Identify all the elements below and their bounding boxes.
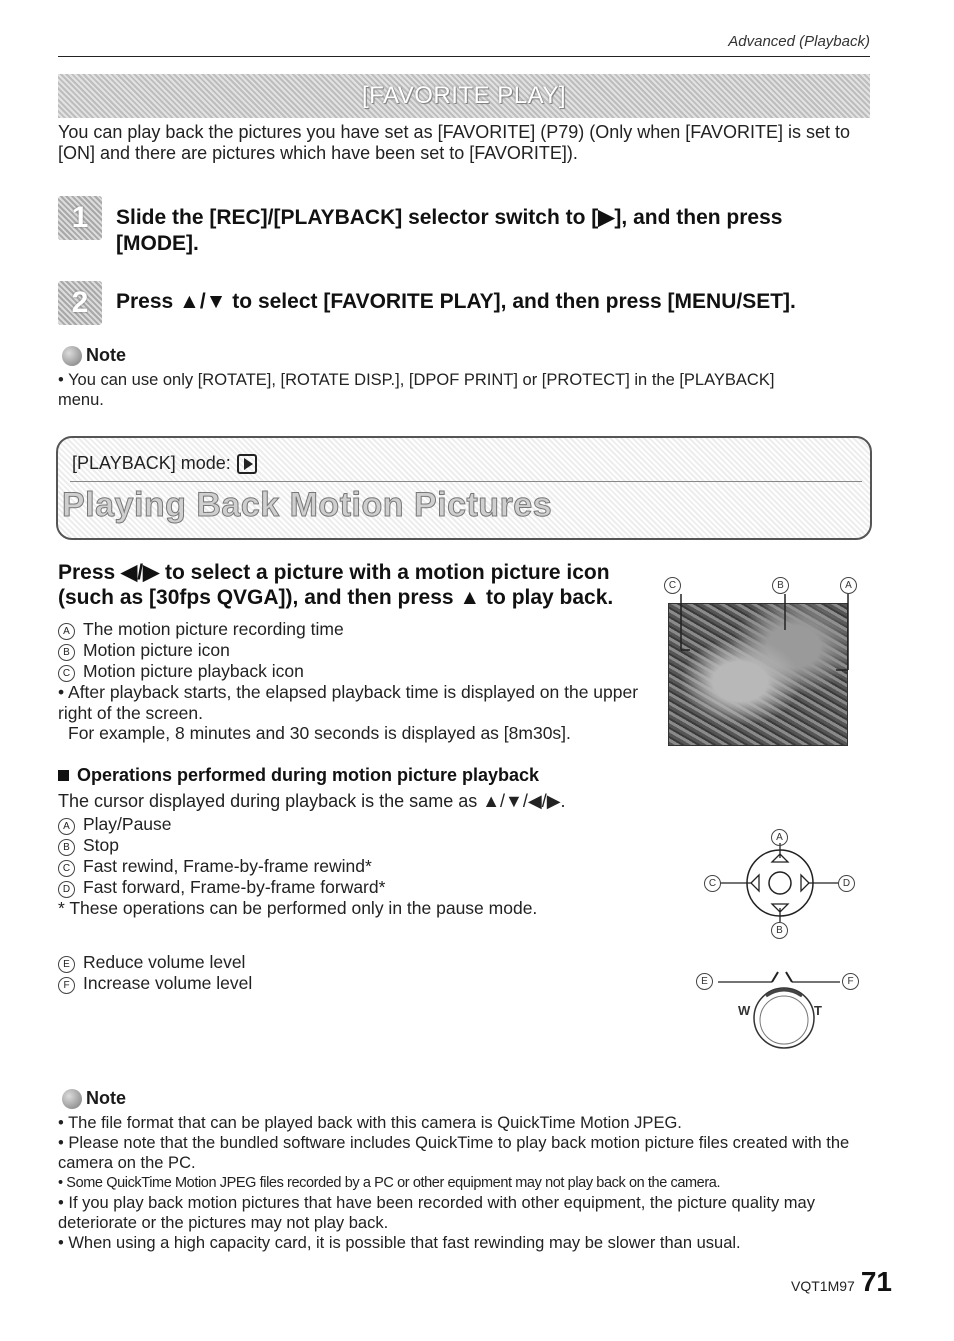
note-text-1: • You can use only [ROTATE], [ROTATE DISP.], [DPOF PRINT] or [PROTECT] in the [PLAYBACK] menu. — [58, 371, 775, 409]
cross-label-c: C — [704, 875, 721, 892]
list-item — [58, 877, 658, 898]
item-text: Reduce volume level — [83, 952, 246, 972]
zoom-label-f: F — [842, 973, 859, 990]
item-text: Play/Pause — [83, 814, 172, 834]
note-icon — [62, 346, 82, 366]
mark-c: C — [58, 665, 75, 682]
cross-label-b: B — [771, 922, 788, 939]
motion-instruction: Press ◀/▶ to select a picture with a motion picture icon (such as [30fps QVGA]), and then press ▲ to play back. — [58, 561, 614, 609]
item-text: Fast rewind, Frame-by-frame rewind* — [83, 856, 372, 876]
list-item — [58, 661, 648, 682]
zoom-lever-diagram — [700, 962, 865, 1062]
mode-label: [PLAYBACK] mode: — [72, 453, 231, 473]
mark-c: C — [58, 860, 75, 877]
header-rule — [58, 56, 870, 57]
operations-list — [58, 814, 658, 919]
volume-list — [58, 952, 658, 994]
step-2-badge — [58, 281, 102, 325]
step-2-text: Press ▲/▼ to select [FAVORITE PLAY], and then press [MENU/SET]. — [116, 290, 796, 313]
note-item: • Some QuickTime Motion JPEG files recorded by a PC or other equipment may not play back on the camera. — [58, 1175, 721, 1191]
note-heading-2 — [62, 1088, 126, 1109]
note-heading-1 — [62, 345, 126, 366]
left-arrow-icon — [751, 875, 759, 891]
mark-f: F — [58, 977, 75, 994]
list-item — [58, 973, 658, 994]
photo-label-b: B — [772, 577, 789, 594]
favorite-play-banner — [58, 74, 870, 118]
note-item: • The file format that can be played back with this camera is QuickTime Motion JPEG. — [58, 1114, 682, 1132]
zoom-left-arrow-icon — [772, 972, 778, 982]
cursor-center-button — [769, 872, 791, 894]
step-2-number: 2 — [71, 286, 89, 319]
section-title: Playing Back Motion Pictures — [62, 486, 553, 524]
playback-mode-line — [72, 453, 257, 474]
list-item — [58, 640, 648, 661]
item-text: Fast forward, Frame-by-frame forward* — [83, 877, 386, 897]
mark-b: B — [58, 839, 75, 856]
cross-label-a: A — [771, 829, 788, 846]
item-text: Increase volume level — [83, 973, 253, 993]
favorite-intro: You can play back the pictures you have set as [FAVORITE] (P79) (Only when [FAVORITE] is set to [ON] and there are pictures which have been set to [FAVORITE]). — [58, 122, 851, 163]
zoom-label-w: W — [738, 1003, 751, 1018]
note-label: Note — [86, 345, 126, 365]
note-item: • Please note that the bundled software includes QuickTime to play back motion picture files created with the camera on the PC. — [58, 1134, 850, 1172]
zoom-right-arrow-icon — [786, 972, 792, 982]
mark-d: D — [58, 881, 75, 898]
zoom-label-e: E — [696, 973, 713, 990]
note-item: • When using a high capacity card, it is possible that fast rewinding may be slower than usual. — [58, 1234, 741, 1252]
item-text: Stop — [83, 835, 119, 855]
mode-rule — [70, 481, 862, 482]
mark-a: A — [58, 818, 75, 835]
shutter-button — [760, 996, 808, 1044]
operations-heading-row — [58, 765, 539, 786]
photo-callout-lines — [660, 590, 860, 680]
item-text: Motion picture icon — [83, 640, 230, 660]
note-label: Note — [86, 1088, 126, 1108]
cursor-pad-outline — [747, 850, 813, 916]
playback-example: For example, 8 minutes and 30 seconds is displayed as [8m30s]. — [68, 723, 571, 743]
list-item — [58, 814, 658, 835]
note-list-2 — [58, 1113, 878, 1253]
right-arrow-icon — [801, 875, 809, 891]
favorite-play-title: [FAVORITE PLAY] — [362, 82, 566, 109]
page-footer — [791, 1266, 892, 1298]
zoom-label-t: T — [814, 1003, 822, 1018]
operations-intro: The cursor displayed during playback is the same as ▲/▼/◀/▶. — [58, 791, 566, 811]
zoom-lever-ring — [754, 988, 814, 1048]
cross-label-d: D — [838, 875, 855, 892]
step-1-text: Slide the [REC]/[PLAYBACK] selector switch to [▶], and then press [MODE]. — [116, 206, 783, 255]
photo-label-a: A — [840, 577, 857, 594]
document-code: VQT1M97 — [791, 1278, 855, 1294]
step-1-number: 1 — [71, 201, 89, 234]
operations-footnote: * These operations can be performed only in the pause mode. — [58, 898, 538, 918]
list-item — [58, 835, 658, 856]
running-header: Advanced (Playback) — [728, 33, 870, 50]
playback-bullet: • After playback starts, the elapsed playback time is displayed on the upper right of the screen. — [58, 682, 639, 723]
item-text: Motion picture playback icon — [83, 661, 304, 681]
mark-b: B — [58, 644, 75, 661]
playback-mode-icon — [237, 454, 257, 474]
photo-label-c: C — [664, 577, 681, 594]
step-1-badge — [58, 196, 102, 240]
mark-a: A — [58, 623, 75, 640]
page-number: 71 — [860, 1266, 892, 1297]
mark-e: E — [58, 956, 75, 973]
note-icon — [62, 1089, 82, 1109]
motion-legend — [58, 619, 648, 744]
item-text: The motion picture recording time — [83, 619, 344, 639]
list-item — [58, 952, 658, 973]
bullet-square — [58, 770, 69, 781]
note-item: • If you play back motion pictures that have been recorded with other equipment, the picture quality may deteriorate or the pictures may not play back. — [58, 1194, 815, 1232]
list-item — [58, 856, 658, 877]
operations-heading: Operations performed during motion picture playback — [77, 765, 540, 785]
list-item — [58, 619, 648, 640]
